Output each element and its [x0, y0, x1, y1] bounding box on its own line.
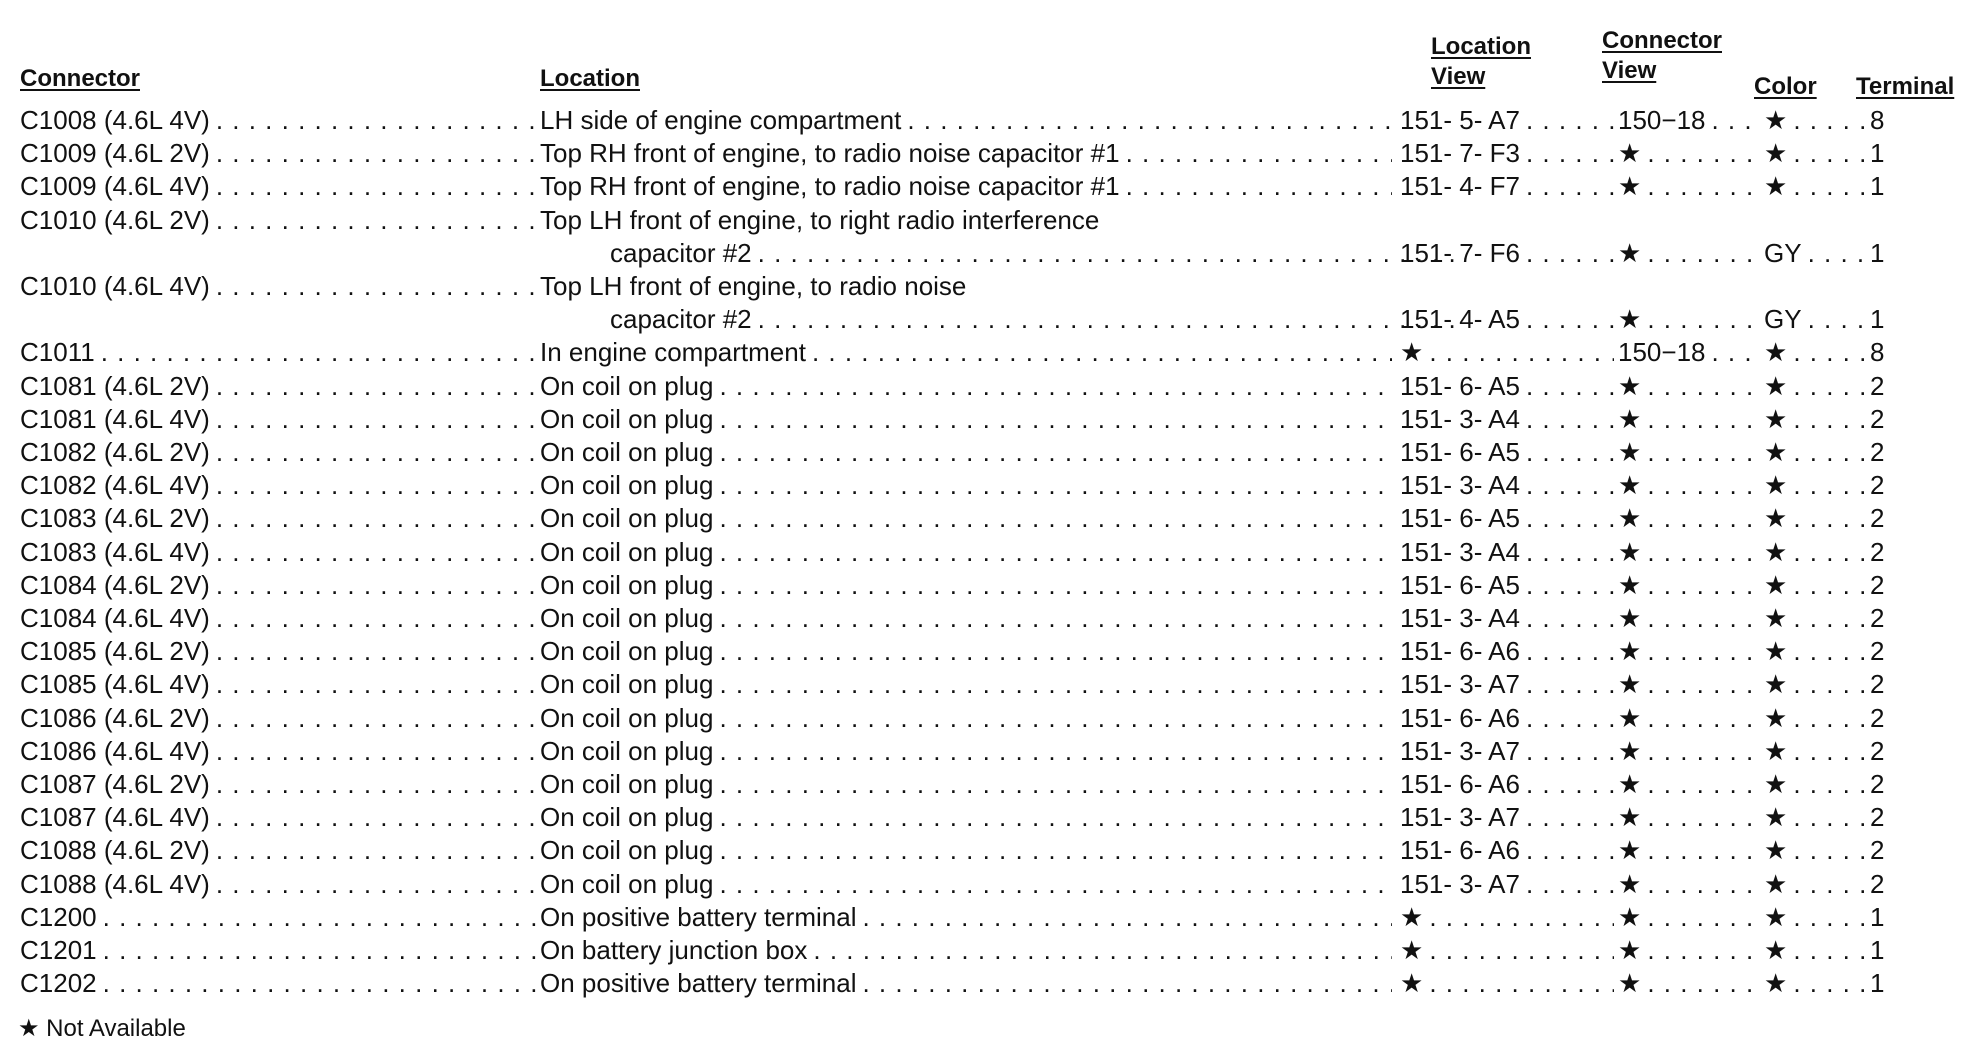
terminal-cell: 2 [1870, 869, 1885, 899]
location-cell: On positive battery terminal . . . [540, 967, 1392, 1000]
color-cell: ★ . . . [1764, 702, 1866, 735]
color-cell: ★ . . . [1764, 834, 1866, 867]
location-view-cell: ★ . . . [1400, 967, 1614, 1000]
connector-view-cell: ★ . . . [1618, 834, 1760, 867]
location-view-cell: 151- 6- A5 . . . [1400, 370, 1614, 403]
location-cell: capacitor #2 . . . [540, 303, 1462, 336]
color-cell: GY . . . [1764, 303, 1866, 336]
terminal-cell: 2 [1870, 470, 1885, 500]
location-cell: On coil on plug . . . [540, 370, 1392, 403]
location-view-cell: 151- 3- A4 . . . [1400, 602, 1614, 635]
header-terminal: Terminal [1856, 73, 1955, 100]
location-view-cell: 151- 6- A6 . . . [1400, 702, 1614, 735]
table-row [0, 104, 1964, 137]
location-cell: On coil on plug . . . [540, 768, 1392, 801]
terminal-cell: 2 [1870, 537, 1885, 567]
location-view-cell: 151- 3- A7 . . . [1400, 868, 1614, 901]
terminal-cell: 2 [1870, 503, 1885, 533]
connector-cell: C1086 (4.6L 2V) . . . [20, 702, 536, 735]
location-view-cell: 151- 4- F7 . . . [1400, 170, 1614, 203]
connector-view-cell: ★ . . . [1618, 768, 1760, 801]
location-cell: Top RH front of engine, to radio noise capacitor #1 . . . [540, 170, 1392, 203]
table-row [0, 934, 1964, 967]
location-view-cell: 151- 6- A6 . . . [1400, 635, 1614, 668]
connector-view-cell: ★ . . . [1618, 303, 1760, 336]
terminal-cell: 2 [1870, 802, 1885, 832]
color-cell: ★ . . . [1764, 967, 1866, 1000]
terminal-cell: 8 [1870, 105, 1885, 135]
location-view-cell: 151- 5- A7 . . . [1400, 104, 1614, 137]
color-cell: ★ . . . [1764, 801, 1866, 834]
table-row [0, 602, 1964, 635]
connector-cell: C1088 (4.6L 4V) . . . [20, 868, 536, 901]
location-cell: On coil on plug . . . [540, 436, 1392, 469]
location-cell: On coil on plug . . . [540, 801, 1392, 834]
location-cell: capacitor #2 . . . [540, 237, 1462, 270]
table-row [0, 403, 1964, 436]
color-cell: ★ . . . [1764, 104, 1866, 137]
connector-cell: C1008 (4.6L 4V) . . . [20, 104, 536, 137]
location-view-cell: ★ . . . [1400, 901, 1614, 934]
table-row [0, 668, 1964, 701]
connector-cell: C1088 (4.6L 2V) . . . [20, 834, 536, 867]
terminal-cell: 2 [1870, 603, 1885, 633]
connector-cell: C1083 (4.6L 4V) . . . [20, 536, 536, 569]
header-connector: Connector [20, 65, 140, 92]
location-cell: On coil on plug . . . [540, 702, 1392, 735]
connector-cell: C1200 . . . [20, 901, 536, 934]
location-cell: On coil on plug . . . [540, 536, 1392, 569]
color-cell: ★ . . . [1764, 469, 1866, 502]
table-row [0, 901, 1964, 934]
header-connector-view-line2: View [1602, 57, 1657, 84]
table-row [0, 801, 1964, 834]
connector-cell: C1083 (4.6L 2V) . . . [20, 502, 536, 535]
terminal-cell: 1 [1870, 304, 1885, 334]
connector-cell: C1011 . . . [20, 336, 536, 369]
location-cell: On coil on plug . . . [540, 668, 1392, 701]
location-view-cell: 151- 7- F3 . . . [1400, 137, 1614, 170]
terminal-cell: 8 [1870, 337, 1885, 367]
header-color: Color [1754, 73, 1817, 100]
table-row [0, 137, 1964, 170]
terminal-cell: 1 [1870, 171, 1885, 201]
location-view-cell: 151- 3- A7 . . . [1400, 801, 1614, 834]
color-cell: ★ . . . [1764, 602, 1866, 635]
connector-view-cell: ★ . . . [1618, 801, 1760, 834]
terminal-cell: 2 [1870, 371, 1885, 401]
location-cell: On coil on plug . . . [540, 602, 1392, 635]
connector-cell: C1086 (4.6L 4V) . . . [20, 735, 536, 768]
connector-view-cell: ★ . . . [1618, 934, 1760, 967]
location-cell: On coil on plug . . . [540, 502, 1392, 535]
table-row [0, 436, 1964, 469]
color-cell: ★ . . . [1764, 502, 1866, 535]
table-row [0, 502, 1964, 535]
color-cell: ★ . . . [1764, 735, 1866, 768]
connector-cell: C1081 (4.6L 2V) . . . [20, 370, 536, 403]
connector-view-cell: ★ . . . [1618, 536, 1760, 569]
terminal-cell: 2 [1870, 835, 1885, 865]
connector-cell: C1084 (4.6L 2V) . . . [20, 569, 536, 602]
connector-cell: C1087 (4.6L 4V) . . . [20, 801, 536, 834]
connector-view-cell: ★ . . . [1618, 403, 1760, 436]
table-row [0, 469, 1964, 502]
terminal-cell: 2 [1870, 669, 1885, 699]
connector-view-cell: ★ . . . [1618, 370, 1760, 403]
location-view-cell: 151- 6- A6 . . . [1400, 834, 1614, 867]
connector-view-cell: ★ . . . [1618, 602, 1760, 635]
color-cell: ★ . . . [1764, 768, 1866, 801]
table-row [0, 237, 1964, 270]
color-cell: ★ . . . [1764, 668, 1866, 701]
footnote-not-available: ★ Not Available [18, 1015, 186, 1042]
connector-view-cell: ★ . . . [1618, 237, 1760, 270]
terminal-cell: 2 [1870, 636, 1885, 666]
connector-view-cell: ★ . . . [1618, 735, 1760, 768]
table-row [0, 370, 1964, 403]
table-row [0, 270, 1964, 303]
location-cell: On coil on plug . . . [540, 469, 1392, 502]
location-view-cell: 151- 6- A5 . . . [1400, 502, 1614, 535]
header-location-view [1431, 32, 1531, 92]
terminal-cell: 2 [1870, 404, 1885, 434]
location-view-cell: 151- 3- A4 . . . [1400, 469, 1614, 502]
location-cell: On coil on plug . . . [540, 569, 1392, 602]
connector-view-cell: ★ . . . [1618, 702, 1760, 735]
terminal-cell: 1 [1870, 238, 1885, 268]
connector-view-cell: ★ . . . [1618, 868, 1760, 901]
terminal-cell: 1 [1870, 968, 1885, 998]
terminal-cell: 2 [1870, 736, 1885, 766]
table-row [0, 536, 1964, 569]
color-cell: ★ . . . [1764, 137, 1866, 170]
location-cell: In engine compartment . . . [540, 336, 1392, 369]
location-cell: On battery junction box . . . [540, 934, 1392, 967]
connector-view-cell: ★ . . . [1618, 170, 1760, 203]
location-cell: On coil on plug . . . [540, 403, 1392, 436]
header-location-view-line1: Location [1431, 33, 1531, 60]
table-row [0, 170, 1964, 203]
table-row [0, 569, 1964, 602]
color-cell: ★ . . . [1764, 901, 1866, 934]
connector-cell: C1082 (4.6L 2V) . . . [20, 436, 536, 469]
table-row [0, 303, 1964, 336]
connector-cell: C1009 (4.6L 2V) . . . [20, 137, 536, 170]
color-cell: ★ . . . [1764, 868, 1866, 901]
connector-view-cell: 150−18 . . . [1618, 104, 1760, 137]
location-cell: On positive battery terminal . . . [540, 901, 1392, 934]
location-view-cell: 151- 7- F6 . . . [1400, 237, 1614, 270]
connector-view-cell: ★ . . . [1618, 436, 1760, 469]
location-cell: Top LH front of engine, to right radio interference [540, 205, 1100, 235]
connector-view-cell: ★ . . . [1618, 469, 1760, 502]
location-view-cell: 151- 6- A5 . . . [1400, 569, 1614, 602]
color-cell: ★ . . . [1764, 170, 1866, 203]
terminal-cell: 2 [1870, 703, 1885, 733]
connector-cell: C1009 (4.6L 4V) . . . [20, 170, 536, 203]
terminal-cell: 1 [1870, 935, 1885, 965]
color-cell: ★ . . . [1764, 934, 1866, 967]
color-cell: GY . . . [1764, 237, 1866, 270]
location-cell: Top LH front of engine, to radio noise [540, 271, 967, 301]
header-connector-view [1602, 26, 1722, 86]
connector-cell: C1010 (4.6L 4V) . . . [20, 270, 536, 303]
connector-cell: C1081 (4.6L 4V) . . . [20, 403, 536, 436]
location-cell: On coil on plug . . . [540, 635, 1392, 668]
connector-view-cell: ★ . . . [1618, 502, 1760, 535]
connector-view-cell: ★ . . . [1618, 569, 1760, 602]
color-cell: ★ . . . [1764, 569, 1866, 602]
connector-cell: C1084 (4.6L 4V) . . . [20, 602, 536, 635]
location-view-cell: 151- 3- A7 . . . [1400, 668, 1614, 701]
color-cell: ★ . . . [1764, 436, 1866, 469]
color-cell: ★ . . . [1764, 403, 1866, 436]
table-row [0, 735, 1964, 768]
table-row [0, 868, 1964, 901]
location-cell: LH side of engine compartment . . . [540, 104, 1392, 137]
location-cell: On coil on plug . . . [540, 735, 1392, 768]
header-location: Location [540, 65, 640, 92]
location-view-cell: 151- 3- A4 . . . [1400, 403, 1614, 436]
terminal-cell: 1 [1870, 138, 1885, 168]
location-view-cell: 151- 4- A5 . . . [1400, 303, 1614, 336]
location-cell: On coil on plug . . . [540, 868, 1392, 901]
connector-cell: C1010 (4.6L 2V) . . . [20, 204, 536, 237]
table-row [0, 635, 1964, 668]
connector-cell: C1085 (4.6L 4V) . . . [20, 668, 536, 701]
table-row [0, 204, 1964, 237]
location-cell: Top RH front of engine, to radio noise capacitor #1 . . . [540, 137, 1392, 170]
table-row [0, 768, 1964, 801]
connector-view-cell: ★ . . . [1618, 635, 1760, 668]
terminal-cell: 2 [1870, 769, 1885, 799]
table-row [0, 702, 1964, 735]
connector-view-cell: ★ . . . [1618, 901, 1760, 934]
location-view-cell: ★ . . . [1400, 934, 1614, 967]
location-view-cell: 151- 3- A4 . . . [1400, 536, 1614, 569]
header-location-view-line2: View [1431, 63, 1486, 90]
location-view-cell: 151- 6- A6 . . . [1400, 768, 1614, 801]
connector-cell: C1082 (4.6L 4V) . . . [20, 469, 536, 502]
color-cell: ★ . . . [1764, 635, 1866, 668]
location-cell: On coil on plug . . . [540, 834, 1392, 867]
location-view-cell: 151- 3- A7 . . . [1400, 735, 1614, 768]
connector-cell: C1201 . . . [20, 934, 536, 967]
location-view-cell: 151- 6- A5 . . . [1400, 436, 1614, 469]
terminal-cell: 2 [1870, 437, 1885, 467]
connector-view-cell: ★ . . . [1618, 967, 1760, 1000]
connector-view-cell: 150−18 . . . [1618, 336, 1760, 369]
connector-view-cell: ★ . . . [1618, 137, 1760, 170]
connector-cell: C1085 (4.6L 2V) . . . [20, 635, 536, 668]
connector-cell: C1202 . . . [20, 967, 536, 1000]
location-view-cell: ★ . . . [1400, 336, 1614, 369]
table-row [0, 834, 1964, 867]
terminal-cell: 1 [1870, 902, 1885, 932]
connector-view-cell: ★ . . . [1618, 668, 1760, 701]
color-cell: ★ . . . [1764, 370, 1866, 403]
table-row [0, 967, 1964, 1000]
connector-cell: C1087 (4.6L 2V) . . . [20, 768, 536, 801]
color-cell: ★ . . . [1764, 336, 1866, 369]
table-row [0, 336, 1964, 369]
header-connector-view-line1: Connector [1602, 27, 1722, 54]
terminal-cell: 2 [1870, 570, 1885, 600]
color-cell: ★ . . . [1764, 536, 1866, 569]
